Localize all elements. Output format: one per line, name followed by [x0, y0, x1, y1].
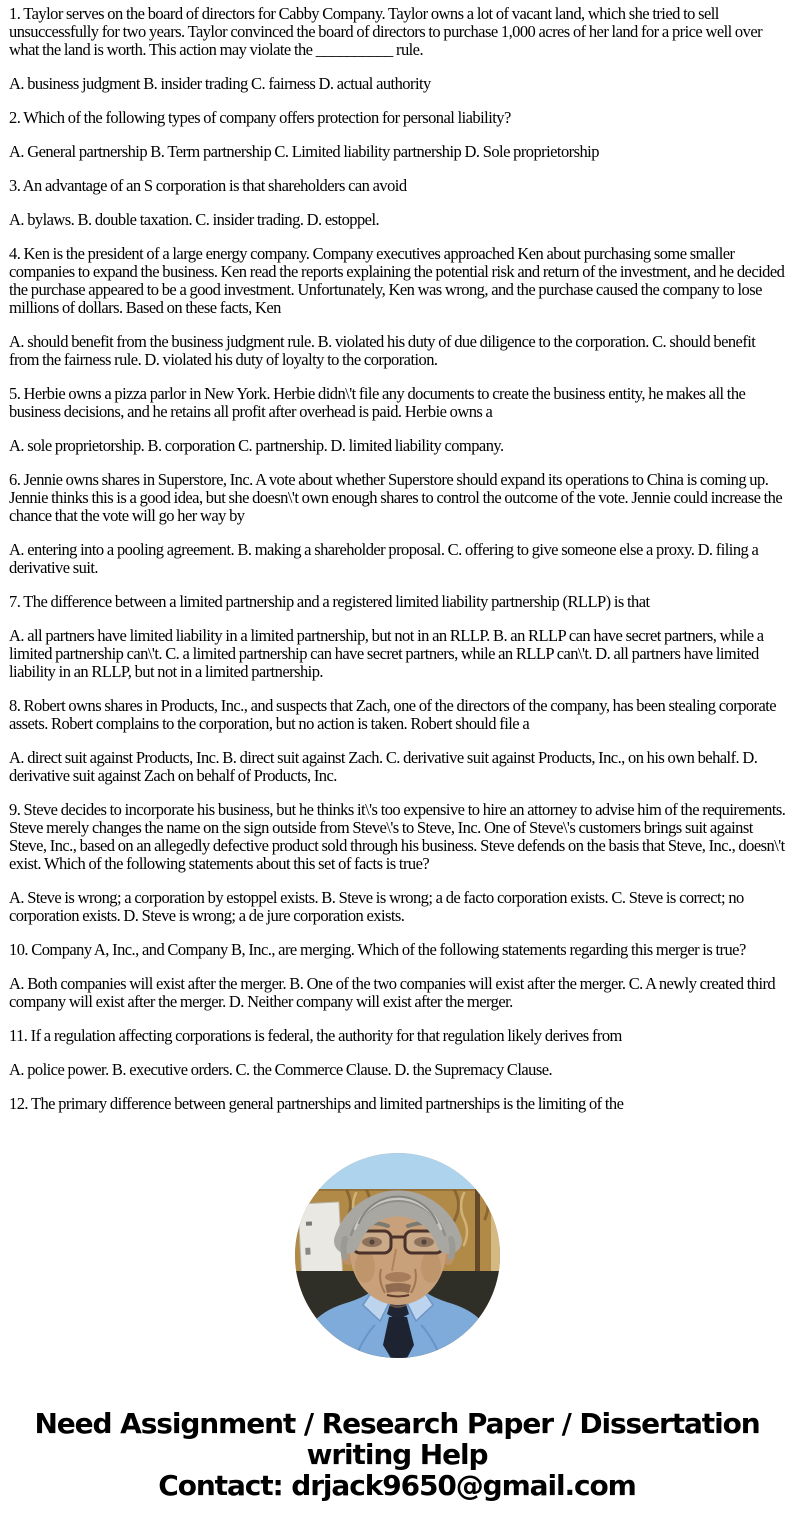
portrait-container [295, 1153, 500, 1358]
footer-line-1: Need Assignment / Research Paper / Dissertation [34, 1407, 760, 1440]
question-7-options: A. all partners have limited liability in a limited partnership, but not in an RLLP. B. an RLLP can have secret partners, while a limited partnership can\'t. C. a limited partnership can have secret partners, while an RLLP can\'t. D. all partners have limited liability in an RLLP, but not in a limited partnership. [9, 626, 764, 681]
footer-line-2: writing Help [306, 1438, 488, 1471]
footer-ad [0, 1408, 794, 1501]
question-12-text-clipped: 12. The primary difference between general partnerships and limited partnerships is the limiting of the [9, 1094, 624, 1113]
question-9-options: A. Steve is wrong; a corporation by estoppel exists. B. Steve is wrong; a de facto corporation exists. C. Steve is correct; no corporation exists. D. Steve is wrong; a de jure corporation exists. [9, 888, 744, 925]
footer-contact-email: Contact: drjack9650@gmail.com [158, 1469, 636, 1502]
question-9-text: 9. Steve decides to incorporate his business, but he thinks it\'s too expensive to hire an attorney to advise him of the requirements. Steve merely changes the name on the sign outside from Steve\'s to Steve, Inc. One of Steve\'s customers brings suit against Steve, Inc., based on an allegedly defective product sold through his business. Steve defends on the basis that Steve, Inc., doesn\'t exist. Which of the following statements about this set of facts is true? [9, 800, 786, 873]
portrait-photo [295, 1153, 500, 1358]
portrait-sky [295, 1153, 500, 1193]
question-5-text: 5. Herbie owns a pizza parlor in New York. Herbie didn\'t file any documents to create the business entity, he makes all the business decisions, and he retains all profit after overhead is paid. Herbie owns a [9, 384, 746, 421]
question-6-text: 6. Jennie owns shares in Superstore, Inc. A vote about whether Superstore should expand its operations to China is coming up. Jennie thinks this is a good idea, but she doesn\'t own enough shares to control the outcome of the vote. Jennie could increase the chance that the vote will go her way by [9, 470, 783, 525]
question-8-text: 8. Robert owns shares in Products, Inc., and suspects that Zach, one of the directors of the company, has been stealing corporate assets. Robert complains to the corporation, but no action is taken. Robert should file a [9, 696, 777, 733]
question-2-options: A. General partnership B. Term partnership C. Limited liability partnership D. Sole proprietorship [9, 142, 599, 161]
curtain-dark-stripe [475, 1189, 480, 1275]
question-3-text: 3. An advantage of an S corporation is that shareholders can avoid [9, 176, 407, 195]
question-10-options: A. Both companies will exist after the merger. B. One of the two companies will exist after the merger. C. A newly created third company will exist after the merger. D. Neither company will exist after the merger. [9, 974, 776, 1011]
question-11-options: A. police power. B. executive orders. C. the Commerce Clause. D. the Supremacy Clause. [9, 1060, 553, 1079]
question-8-options: A. direct suit against Products, Inc. B. direct suit against Zach. C. derivative suit against Products, Inc., on his own behalf. D. derivative suit against Zach on behalf of Products, Inc. [9, 748, 758, 785]
question-1-text: 1. Taylor serves on the board of directors for Cabby Company. Taylor owns a lot of vacant land, which she tried to sell unsuccessfully for two years. Taylor convinced the board of directors to purchase 1,000 acres of her land for a price well over what the land is worth. This action may violate the __________ rule. [9, 4, 763, 59]
question-2-text: 2. Which of the following types of company offers protection for personal liability? [9, 108, 511, 127]
question-1-options: A. business judgment B. insider trading C. fairness D. actual authority [9, 74, 431, 93]
question-10-text: 10. Company A, Inc., and Company B, Inc., are merging. Which of the following statements regarding this merger is true? [9, 940, 746, 959]
question-11-text: 11. If a regulation affecting corporations is federal, the authority for that regulation likely derives from [9, 1026, 622, 1045]
curtain-right-panel [491, 1195, 500, 1273]
question-7-text: 7. The difference between a limited partnership and a registered limited liability partnership (RLLP) is that [9, 592, 650, 611]
question-6-options: A. entering into a pooling agreement. B. making a shareholder proposal. C. offering to give someone else a proxy. D. filing a derivative suit. [9, 540, 759, 577]
question-4-options: A. should benefit from the business judgment rule. B. violated his duty of due diligence to the corporation. C. should benefit from the fairness rule. D. violated his duty of loyalty to the corporation. [9, 332, 756, 369]
question-4-text: 4. Ken is the president of a large energy company. Company executives approached Ken about purchasing some smaller companies to expand the business. Ken read the reports explaining the potential risk and return of the investment, and he decided the purchase appeared to be a good investment. Unfortunately, Ken was wrong, and the purchase caused the company to lose millions of dollars. Based on these facts, Ken [9, 244, 785, 317]
question-3-options: A. bylaws. B. double taxation. C. insider trading. D. estoppel. [9, 210, 380, 229]
question-5-options: A. sole proprietorship. B. corporation C. partnership. D. limited liability company. [9, 436, 504, 455]
